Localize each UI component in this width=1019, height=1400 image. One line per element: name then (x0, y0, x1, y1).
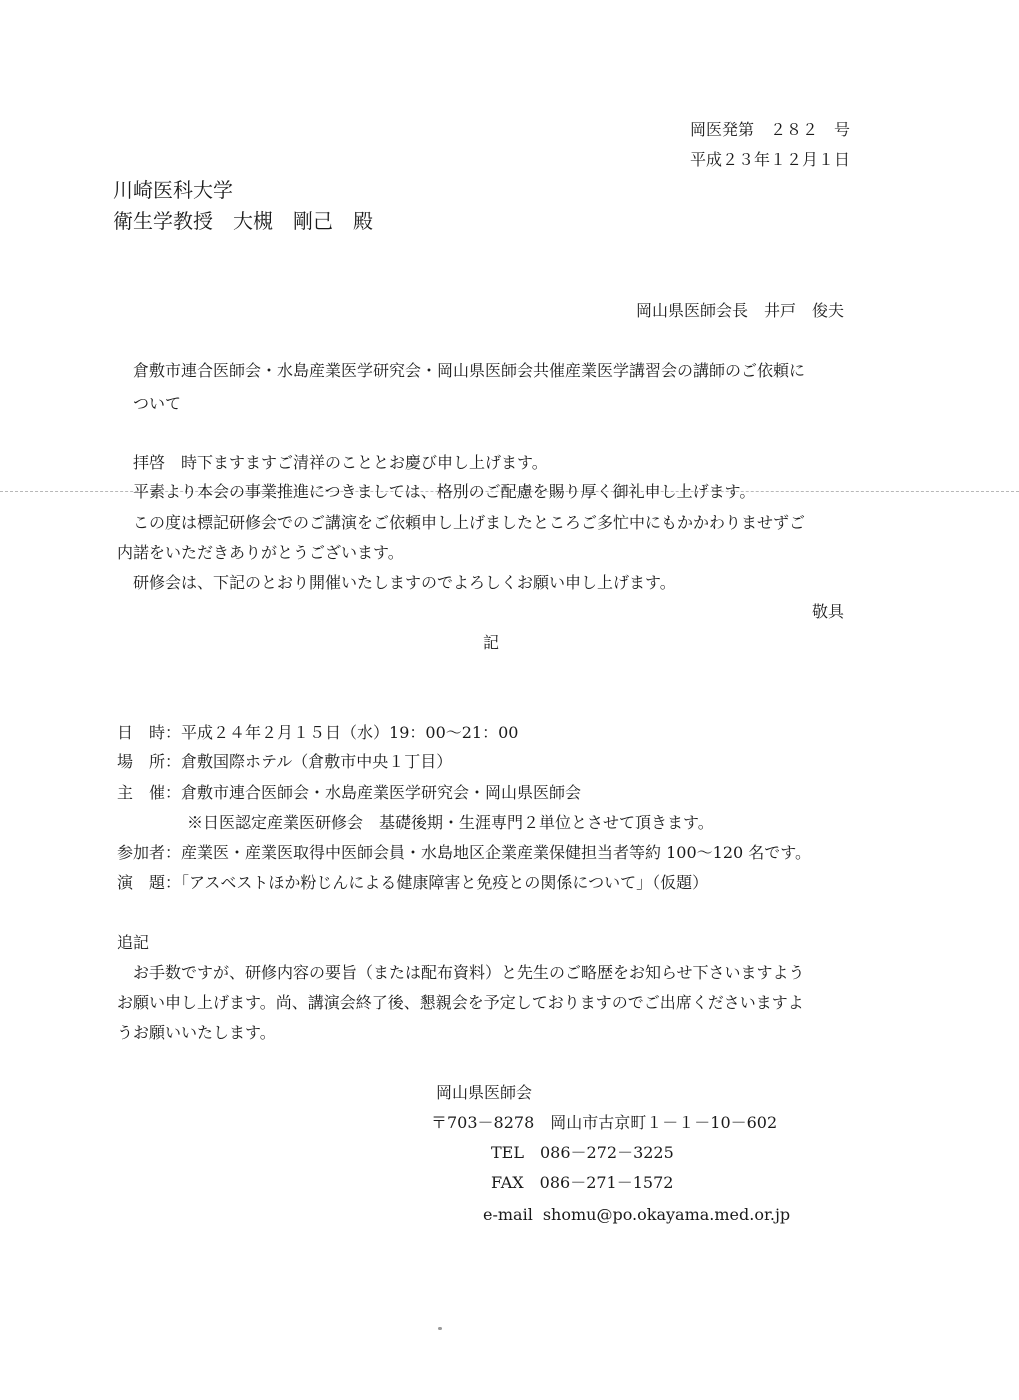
postscript-line-1: お手数ですが、研修内容の要旨（または配布資料）と先生のご略歴をお知らせ下さいますよう (133, 963, 805, 982)
event-notice-paragraph: 研修会は、下記のとおり開催いたしますのでよろしくお願い申し上げます。 (133, 573, 676, 592)
addressee-name: 衛生学教授 大槻 剛己 殿 (113, 209, 373, 233)
sender-signature: 岡山県医師会長 井戸 俊夫 (636, 301, 845, 320)
detail-row-participants: 参加者：産業医・産業医取得中医師会員・水島地区企業産業保健担当者等約 100〜120 名です。 (117, 843, 812, 862)
tel-number: 086－272－3225 (539, 1143, 674, 1162)
request-paragraph-line-2: 内諾をいただきありがとうございます。 (117, 543, 404, 562)
fax-number: 086－271－1572 (539, 1173, 674, 1192)
request-paragraph-line-1: この度は標記研修会でのご講演をご依頼申し上げましたところご多忙中にもかかわりませずご (133, 513, 806, 532)
postscript-line-2: お願い申し上げます。尚、講演会終了後、懇親会を予定しておりますのでご出席くださいますよ (117, 993, 804, 1012)
detail-value: 平成２４年２月１５日（水）19：00〜21：00 (181, 723, 519, 742)
detail-label: 主 催 (117, 783, 166, 802)
detail-row-topic: 演 題：「アスベストほか粉じんによる健康障害と免疫との関係について」（仮題） (117, 873, 709, 892)
contact-address: 〒703－8278 岡山市古京町１－１－10－602 (431, 1113, 778, 1132)
detail-row-organizer: 主 催：倉敷市連合医師会・水島産業医学研究会・岡山県医師会 (117, 783, 582, 802)
postscript-line-3: うお願いいたします。 (117, 1023, 276, 1042)
detail-value: 倉敷国際ホテル（倉敷市中央１丁目） (181, 752, 453, 771)
document-date: 平成２３年１２月１日 (690, 150, 851, 169)
ki-heading: 記 (483, 633, 500, 652)
greeting-paragraph: 拝啓 時下ますますご清祥のこととお慶び申し上げます。 (133, 453, 548, 472)
contact-tel (491, 1145, 674, 1161)
thanks-paragraph: 平素より本会の事業推進につきましては、格別のご配慮を賜り厚く御礼申し上げます。 (133, 482, 756, 501)
contact-organization: 岡山県医師会 (436, 1083, 533, 1102)
detail-value: 「アスベストほか粉じんによる健康障害と免疫との関係について」（仮題） (181, 873, 709, 892)
email-address: shomu@po.okayama.med.or.jp (542, 1205, 791, 1224)
detail-label: 場 所 (117, 752, 166, 771)
subject-line-1: 倉敷市連合医師会・水島産業医学研究会・岡山県医師会共催産業医学講習会の講師のご依頼に (133, 361, 806, 380)
detail-label: 演 題 (117, 873, 166, 892)
detail-row-datetime: 日 時：平成２４年２月１５日（水）19：00〜21：00 (117, 723, 519, 742)
closing-phrase: 敬具 (812, 602, 845, 621)
fax-label: FAX (491, 1173, 524, 1192)
email-label: e-mail (483, 1205, 533, 1224)
detail-value: 産業医・産業医取得中医師会員・水島地区企業産業保健担当者等約 100〜120 名です。 (181, 843, 812, 862)
detail-label: 参加者 (117, 843, 166, 862)
contact-email (483, 1207, 790, 1223)
detail-label: 日 時 (117, 723, 166, 742)
tel-label: TEL (491, 1143, 524, 1162)
detail-row-note (187, 815, 714, 831)
detail-value: 倉敷市連合医師会・水島産業医学研究会・岡山県医師会 (181, 783, 582, 802)
document-number: 岡医発第 ２８２ 号 (690, 120, 851, 139)
subject-line-2: ついて (133, 394, 182, 413)
addressee-organization: 川崎医科大学 (113, 178, 233, 202)
scan-artifact-dot (438, 1327, 442, 1330)
contact-fax (491, 1175, 673, 1191)
detail-value: ※日医認定産業医研修会 基礎後期・生涯専門２単位とさせて頂きます。 (187, 813, 714, 832)
detail-row-venue: 場 所：倉敷国際ホテル（倉敷市中央１丁目） (117, 752, 453, 771)
postscript-title: 追記 (117, 933, 150, 952)
